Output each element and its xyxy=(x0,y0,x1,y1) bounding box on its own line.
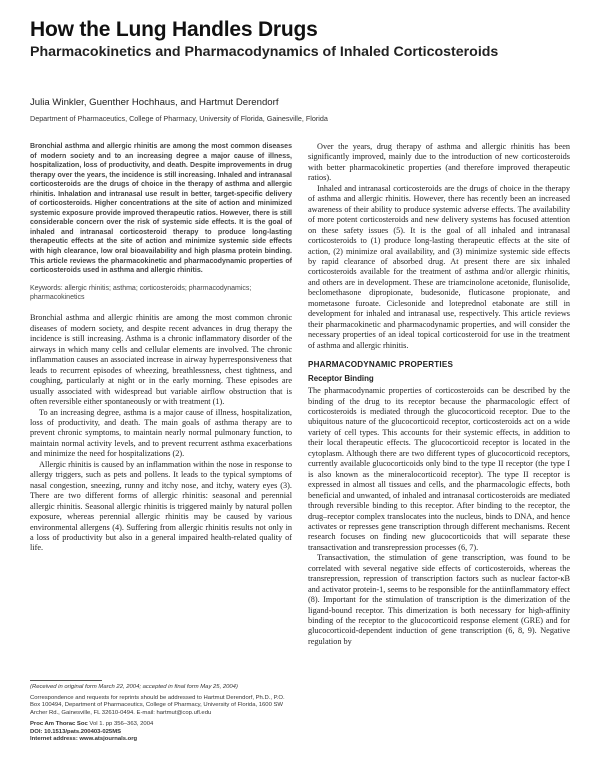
intro-paragraph: Bronchial asthma and allergic rhinitis are among the most common chronic diseases of modern society, and despite recent advances in drug therapy the incidence is still increasing. Asthma is a chronic inflammatory disorder of the airways in which many cells and cellular elements are involved. The chronic inflammation causes an associated increase in airway hyperresponsiveness that leads to recurrent episodes of wheezing, breathlessness, chest tightness, and coughing, particularly at night or in the early morning. These episodes are usually associated with widespread but variable airflow obstruction that is often reversible either spontaneously or with treatment (1). xyxy=(30,313,292,407)
subsection-heading: Receptor Binding xyxy=(308,374,374,384)
intro-paragraph: Allergic rhinitis is caused by an inflammation within the nose in response to allergy triggers, such as pets and pollens. It leads to the typical symptoms of nasal congestion, sneezing, runny and itchy nose, and itchy, watery eyes (3). There are two different forms of allergic rhinitis: seasonal and perennial allergic rhinitis. Seasonal allergic rhinitis is triggered mainly by natural pollen exposure, whereas perennial allergic rhinitis may be caused by various environmental allergens (4). Suffering from allergic rhinitis results not only in a loss of productivity but also in a general impaired health-related quality of life. xyxy=(30,459,292,553)
abstract: Bronchial asthma and allergic rhinitis are among the most common diseases of modern society and to an increasing degree a major cause of illness, hospitalization, loss of productivity, and death. Despite improvements in drug therapy over the years, the incidence is still increasing. Inhaled and intranasal corticosteroids are the drugs of choice in the therapy of asthma and allergic rhinitis. Inhalation and intranasal use result in better, target-specific delivery of corticosteroids. Higher concentrations at the site of action and minimized systemic exposure provide improved therapeutic ratios. However, there is still considerable concern over the risk of systemic side effects. It is the goal of inhaled and intranasal corticosteroid therapy to produce long-lasting therapeutic effects at the site of action and minimize systemic side effects with high clearance, low oral bioavailability and high plasma protein binding. This article reviews the pharmacokinetic and pharmacodynamic properties of corticosteroids used in asthma and allergic rhinitis. xyxy=(30,143,292,275)
article-title: How the Lung Handles Drugs xyxy=(30,18,318,41)
affiliation: Department of Pharmaceutics, College of Pharmacy, University of Florida, Gainesville, Florida xyxy=(30,114,328,123)
internet-address: Internet address: www.atsjournals.org xyxy=(30,736,138,743)
journal-volume: Vol 1. pp 356–363, 2004 xyxy=(89,720,154,727)
section-paragraph: Transactivation, the stimulation of gene transcription, was found to be correlated with several negative side effects of corticosteroids, whereas the transrepression, repression of transcription factors such as nuclear factor-κB and activator protein-1, seems to be responsible for the antiinflammatory effect (8). Important for the stimulation of transcription is the dimerization of the ligand-bound receptor. This dimerization is both necessary for high-affinity binding of the receptor to the glucocorticoid response element (GRE) and for glucocorticoid-dependent induction of gene transcription (6, 8, 9). Negative regulation by xyxy=(308,553,570,646)
intro-paragraph: Inhaled and intranasal corticosteroids are the drugs of choice in the therapy of asthma and allergic rhinitis. However, there has recently been an increased awareness of their ability to produce systemic adverse effects. The availability of more potent corticosteroids and new delivery systems has focused attention on these safety issues (5). It is the goal of all inhaled and intranasal corticosteroids to (1) produce long-lasting therapeutic effects at the site of action, (2) minimize oral availability, and (3) minimize systemic side effects by rapid clearance of absorbed drug. At present there are six inhaled corticosteroids available for the treatment of asthma and/or allergic rhinitis, and others are in development. These are triamcinolone acetonide, flunisolide, beclomethasone dipropionate, budesonide, fluticasone propionate, and mometasone furoate. Ciclesonide and loteprednol etabonate are still in development for inhaled and intranasal use, respectively. This article reviews their pharmacokinetic and pharmacodynamic properties, and will consider the necessary properties of an ideal topical corticosteroid for use in the treatment of asthma and allergic rhinitis. xyxy=(308,183,570,350)
correspondence-note: Correspondence and requests for reprints should be addressed to Hartmut Derendorf, Ph.D., P.O. Box 100494, Department of Pharmaceutics, College of Pharmacy, University of Florida, 1600 SW Archer Rd., Gainesville, FL 32610-0494. E-mail: hartmut@cop.ufl.edu xyxy=(30,694,285,717)
journal-name: Proc Am Thorac Soc xyxy=(30,720,88,727)
footnotes xyxy=(30,684,292,744)
author-list: Julia Winkler, Guenther Hochhaus, and Hartmut Derendorf xyxy=(30,97,279,108)
doi: DOI: 10.1513/pats.200403-025MS xyxy=(30,728,122,735)
journal-citation xyxy=(30,721,292,729)
section-paragraph: The pharmacodynamic properties of corticosteroids can be described by the binding of the drug to its receptor because the pharmacologic effect of corticosteroids is mediated through the glucocorticoid receptor. Due to the ubiquitous nature of the glucocorticoid receptor, corticosteroids act on a wide variety of cell types. This accounts for their systemic effects, in addition to their local therapeutic effects. The glucocorticoid receptor is located in the cytoplasm. Although there are two different types of glucocorticoid receptors, currently available glucocorticoids only bind to the type II receptor (the type I is also known as the mineralocorticoid receptor). The type II receptor is expressed in almost all tissues and cells, and the pharmacologic effects, both beneficial and unwanted, of inhaled and intranasal corticosteroids are mediated through reversible binding to this receptor. After binding to the receptor, the drug–receptor complex translocates into the nucleus, binds to DNA, and hence activates or represses gene transcription through different mechanisms. Recent research focuses on finding new glucocorticoids that will separate these transactivation and transrepression processes (6, 7). xyxy=(308,386,570,552)
section-heading: PHARMACODYNAMIC PROPERTIES xyxy=(308,360,454,370)
keywords: Keywords: allergic rhinitis; asthma; corticosteroids; pharmacodynamics; pharmacokinetics xyxy=(30,284,252,302)
footnote-divider xyxy=(30,680,102,681)
article-subtitle: Pharmacokinetics and Pharmacodynamics of Inhaled Corticosteroids xyxy=(30,44,499,60)
left-column xyxy=(30,142,292,554)
intro-paragraph: Over the years, drug therapy of asthma and allergic rhinitis has been significantly improved, mainly due to the introduction of new corticosteroids with better pharmacokinetic properties (and therefore improved therapeutic ratios). xyxy=(308,142,570,183)
intro-body xyxy=(30,313,292,553)
received-date: (Received in original form March 22, 2004; accepted in final form May 25, 2004) xyxy=(30,684,238,690)
intro-paragraph: To an increasing degree, asthma is a major cause of illness, hospitalization, loss of productivity, and death. The main goals of asthma therapy are to prevent chronic symptoms, to maintain nearly normal pulmonary function, to maintain normal activity levels, and to prevent recurrent asthma exacerbations and minimize the need for hospitalizations (2). xyxy=(30,407,292,459)
right-column xyxy=(308,142,570,647)
